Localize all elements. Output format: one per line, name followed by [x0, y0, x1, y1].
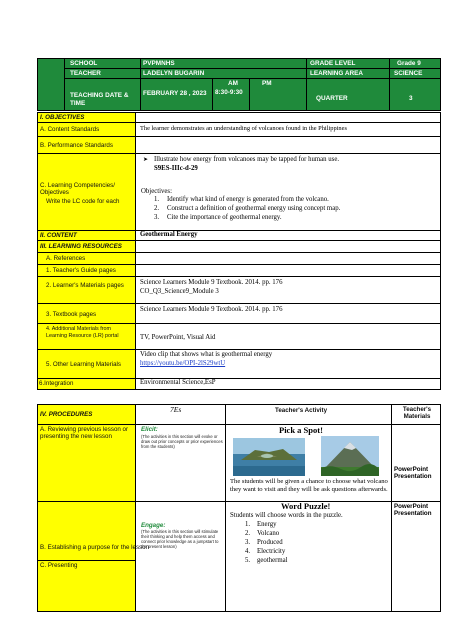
puzzle-number: 3.: [245, 539, 251, 546]
quarter-value: 3: [409, 95, 413, 102]
objective-item: 2.: [154, 205, 160, 212]
time-value: 8:30-9:30: [215, 89, 243, 96]
other-text: Video clip that shows what is geothermal energy: [140, 351, 273, 358]
row-b-7es-cell: [135, 501, 226, 612]
row-b-materials-cell: [391, 501, 441, 612]
textbook-pages-label: 3. Textbook pages: [46, 311, 97, 318]
grade-level-value: Grade 9: [397, 60, 421, 67]
pick-spot-title: Pick a Spot!: [279, 425, 323, 435]
row-b-label: B. Establishing a purpose for the lesson: [40, 544, 150, 551]
school-label: SCHOOL: [70, 60, 98, 67]
learning-area-value: SCIENCE: [394, 70, 423, 77]
content-heading: II. CONTENT: [40, 232, 77, 239]
content-text: Geothermal Energy: [140, 231, 198, 238]
objective-item: 3.: [154, 214, 160, 221]
lm-pages-cell: [37, 276, 136, 304]
puzzle-number: 4.: [245, 548, 251, 555]
objectives-heading: I. OBJECTIVES: [40, 114, 85, 121]
competency-code: S9ES-IIIc-d-29: [154, 165, 198, 172]
puzzle-word-2: Volcano: [257, 530, 280, 537]
am-label: AM: [228, 80, 238, 87]
objective-item-1: Identify what kind of energy is generated from the volcano.: [167, 196, 329, 203]
lm-pages-label: 2. Learner's Materials pages: [46, 282, 124, 289]
puzzle-word-3: Produced: [257, 539, 283, 546]
word-puzzle-title: Word Puzzle!: [281, 501, 331, 511]
col-materials-header: Teacher's Materials: [402, 406, 432, 421]
content-standards-label: A. Content Standards: [40, 126, 100, 133]
puzzle-intro: Students will choose words in the puzzle.: [230, 512, 343, 519]
lc-code-note: Write the LC code for each: [46, 198, 120, 205]
materials-b: PowerPoint Presentation: [394, 503, 432, 518]
puzzle-word-5: geothermal: [257, 557, 288, 564]
competency-text: Illustrate how energy from volcanoes may be tapped for human use.: [154, 156, 340, 163]
puzzle-word-4: Electricity: [257, 548, 286, 555]
other-materials-label: 5. Other Learning Materials: [46, 361, 121, 368]
puzzle-number: 5.: [245, 557, 251, 564]
procedures-heading: IV. PROCEDURES: [40, 411, 93, 418]
date-value: FEBRUARY 28 , 2023: [143, 90, 207, 97]
arrow-bullet-icon: ➤: [143, 157, 149, 163]
pm-label: PM: [262, 80, 272, 87]
learning-competencies-label: C. Learning Competencies/ Objectives: [40, 182, 115, 197]
taal-volcano-image: [233, 438, 305, 476]
lm-text-1: Science Learners Module 9 Textbook. 2014. pp. 176: [140, 279, 283, 286]
performance-standards-label: B. Performance Standards: [40, 142, 113, 149]
col-activity-header: Teacher's Activity: [275, 407, 328, 414]
col-7es-header: 7Es: [170, 405, 182, 414]
textbook-text: Science Learners Module 9 Textbook. 2014. pp. 176: [140, 306, 283, 313]
mayon-volcano-image: [321, 436, 379, 476]
quarter-label: QUARTER: [316, 95, 348, 102]
integration-text: Environmental Science,EsP: [140, 379, 216, 386]
objectives-label: Objectives:: [141, 188, 172, 195]
row-c-label: C. Presenting: [40, 562, 78, 569]
elicit-description: (The activities in this section will evoke or draw out prior concepts or prior experiences from the students): [141, 434, 223, 449]
tg-pages-label: 1. Teacher's Guide pages: [46, 267, 116, 274]
teacher-value: LADELYN BUGARIN: [143, 70, 205, 77]
school-value: PVPMNHS: [143, 60, 175, 67]
lm-text-2: CO_Q3_Science9_Module 3: [140, 288, 219, 295]
additional-text: TV, PowerPoint, Visual Aid: [140, 334, 216, 341]
objective-item: 1.: [154, 196, 160, 203]
teaching-date-label: TEACHING DATE & TIME: [70, 92, 129, 107]
teacher-label: TEACHER: [70, 70, 101, 77]
engage-description: (The activities in this section will stimulate their thinking and help them access and connect prior knowledge as a jumpstart to the present lesson): [141, 529, 219, 549]
engage-title: Engage:: [141, 522, 166, 529]
content-standards-text: The learner demonstrates an understanding of volcanoes found in the Philippines: [140, 125, 347, 132]
geothermal-video-link[interactable]: https://youtu.be/OPI-2lS29wtU: [140, 360, 226, 367]
additional-materials-label: 4. Additional Materials from Learning Resource (LR) portal: [46, 326, 119, 339]
puzzle-number: 2.: [245, 530, 251, 537]
learning-area-label: LEARNING AREA: [310, 70, 364, 77]
references-label: A. References: [46, 255, 86, 262]
integration-label: 6.Integration: [39, 380, 74, 387]
elicit-title: Elicit:: [141, 426, 158, 433]
learning-resources-heading: III. LEARNING RESOURCES: [40, 243, 122, 250]
objective-item-2: Construct a definition of geothermal energy using concept map.: [167, 205, 341, 212]
materials-a: PowerPoint Presentation: [394, 466, 432, 481]
row-a-label: A. Reviewing previous lesson or presenting the new lesson: [40, 426, 129, 441]
puzzle-word-1: Energy: [257, 521, 277, 528]
objective-item-3: Cite the importance of geothermal energy.: [167, 214, 282, 221]
grade-level-label: GRADE LEVEL: [310, 60, 356, 67]
row-a-materials-cell: [391, 424, 441, 502]
performance-standards-right: [135, 136, 441, 154]
puzzle-number: 1.: [245, 521, 251, 528]
row-b-cell: [37, 501, 136, 561]
pick-spot-text: The students will be given a chance to choose what volcano they want to visit and they will be ask questions afterwards.: [230, 478, 388, 493]
